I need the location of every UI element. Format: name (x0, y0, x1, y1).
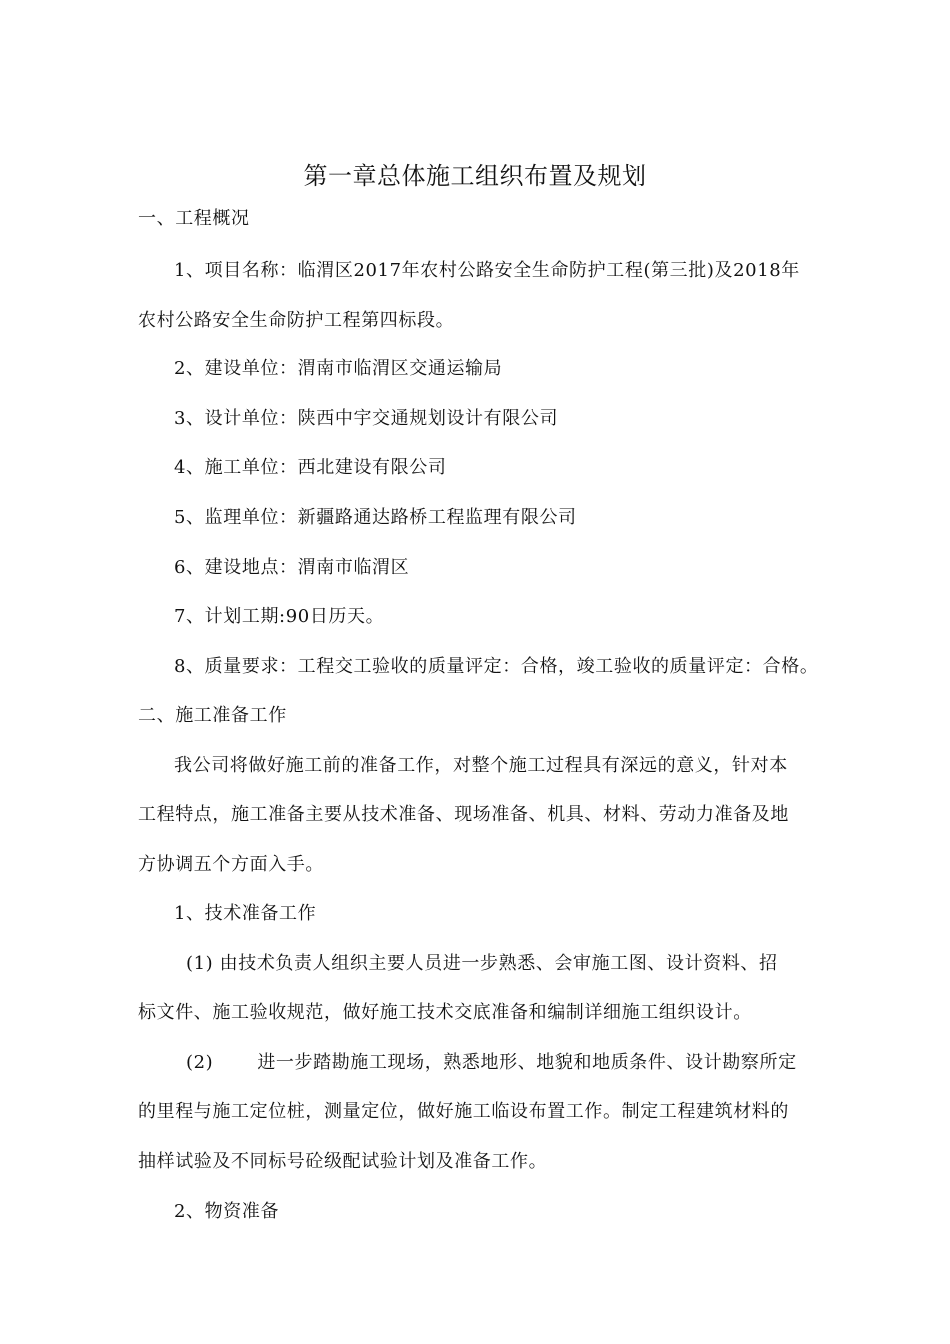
intro-line3: 方协调五个方面入手。 (138, 854, 324, 875)
intro-line2: 工程特点，施工准备主要从技术准备、现场准备、机具、材料、劳动力准备及地 (138, 804, 789, 825)
para2-number: (2) (186, 1052, 214, 1073)
subheading-tech-prep: 1、技术准备工作 (174, 903, 317, 924)
item-schedule: 7、计划工期:90日历天。 (174, 606, 385, 627)
para2-line2: 的里程与施工定位桩，测量定位，做好施工临设布置工作。制定工程建筑材料的 (138, 1101, 789, 1122)
section-heading-overview: 一、工程概况 (138, 208, 250, 229)
item-quality: 8、质量要求：工程交工验收的质量评定：合格，竣工验收的质量评定：合格。 (174, 656, 819, 677)
item-project-name-line2: 农村公路安全生命防护工程第四标段。 (138, 310, 455, 331)
item-construction-unit: 2、建设单位：渭南市临渭区交通运输局 (174, 358, 503, 379)
item-supervision-unit: 5、监理单位：新疆路通达路桥工程监理有限公司 (174, 507, 577, 528)
para2-line3: 抽样试验及不同标号砼级配试验计划及准备工作。 (138, 1151, 548, 1172)
para2-text: 进一步踏勘施工现场，熟悉地形、地貌和地质条件、设计勘察所定 (257, 1052, 797, 1073)
item-location: 6、建设地点：渭南市临渭区 (174, 557, 410, 578)
item-project-name-line1: 1、项目名称：临渭区2017年农村公路安全生命防护工程(第三批)及2018年 (174, 260, 800, 281)
para2-line1 (186, 1048, 797, 1078)
subheading-material-prep: 2、物资准备 (174, 1201, 280, 1222)
item-builder-unit: 4、施工单位：西北建设有限公司 (174, 457, 447, 478)
item-design-unit: 3、设计单位：陕西中宇交通规划设计有限公司 (174, 408, 559, 429)
para1-line1: (1) 由技术负责人组织主要人员进一步熟悉、会审施工图、设计资料、招 (186, 953, 778, 974)
section-heading-preparation: 二、施工准备工作 (138, 705, 287, 726)
para1-line2: 标文件、施工验收规范，做好施工技术交底准备和编制详细施工组织设计。 (138, 1002, 752, 1023)
chapter-title: 第一章总体施工组织布置及规划 (303, 162, 647, 190)
intro-line1: 我公司将做好施工前的准备工作，对整个施工过程具有深远的意义，针对本 (174, 755, 788, 776)
